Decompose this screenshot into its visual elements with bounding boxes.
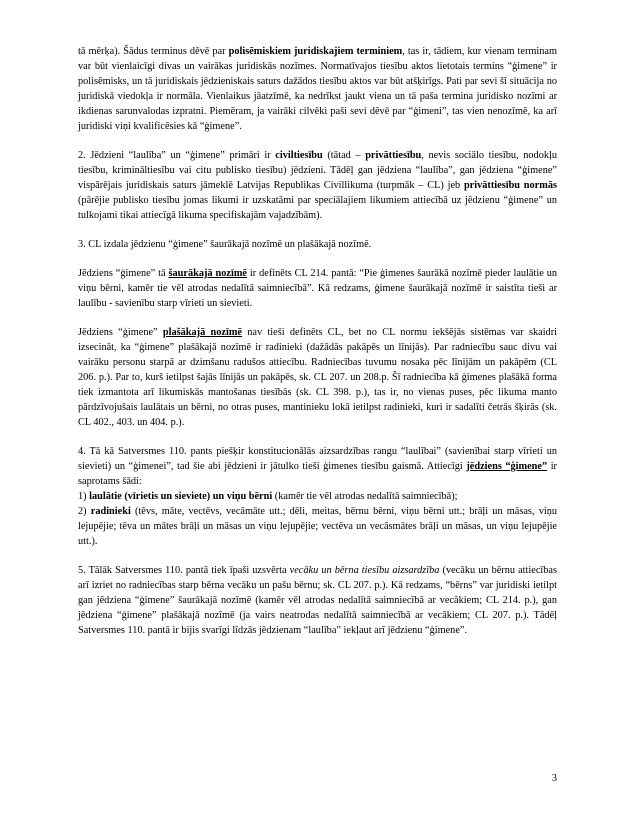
bold-term-polysemic: polisēmiskiem juridiskajiem terminiem — [228, 46, 403, 57]
text-run: Jēdziens “ģimene” tā — [78, 268, 169, 279]
text-run: 2. Jēdzieni “laulība” un “ģimene” primāri ir — [78, 150, 276, 161]
text-run: 5. Tālāk Satversmes 110. pantā tiek īpaši uzsvērta — [78, 565, 290, 576]
text-run: (vecāku un bērnu attiecības arī izriet no radniecības starp bērna vecāku un pašu bērnu; sk. CL 207. p.). Kā redzams, “bērns” var juridiski ietilpt gan jēdziena “ģimene” šaurākajā nozīmē (kamēr vēl atrodas nedalītā saimniecībā ar vecākiem; CL 214. p.), gan jēdziena “ģimene” plašākajā nozīmē (ja vairs neatrodas nedalītā saimniecībā ar vecākiem; CL 207. p.). Tādēļ Satversmes 110. pantā ir bijis svarīgi līdzās jēdzienam “laulība” iekļaut arī jēdzienu “ģimene”. — [78, 565, 557, 636]
text-run: (tēvs, māte, vectēvs, vecāmāte utt.; dēli, meitas, bērnu bērni, viņu bērni utt.; brāļi un māsas, viņu lejupējie; tēva un mātes brāļi un māsas un viņu lejupējie; vectēva un vecāsmātes brāļi un māsas, un viņu lejupējie utt.). — [78, 506, 557, 547]
text-run: , nevis sociālo tiesību, nodokļu tiesību, krimināltiesību vai citu publisko tiesību) jēdzieni. Tādēļ gan jēdziena “laulība”, gan jēdziena “ģimene” vispārējais juridiskais saturs jāmeklē Latvijas Republikas Civillikuma (turpmāk – CL) jeb — [78, 150, 558, 191]
paragraph-narrow-meaning — [78, 266, 557, 311]
paragraph-5-child-rights — [78, 563, 557, 638]
list-number: 2) — [78, 506, 91, 517]
text-run: (pārējie publisko tiesību jomas likumi ir uzskatāmi par speciālajiem likumiem attiecībā uz jēdzienu “ģimene” un tulkojami tikai attiecīgā likuma specifiskajām vajadzībām). — [78, 195, 557, 221]
text-run: (kamēr tie vēl atrodas nedalītā saimniecībā); — [272, 491, 458, 502]
italic-term-child-rights: vecāku un bērna tiesību aizsardzība — [289, 565, 440, 576]
text-run: tā mērķa). Šādus terminus dēvē par — [78, 46, 229, 57]
list-item-spouses: laulātie (vīrietis un sieviete) un viņu bērni — [89, 491, 273, 502]
text-run: ir definēts CL 214. pantā: “Pie ģimenes šaurākā nozīmē pieder laulātie un viņu bērni, kamēr tie vēl atrodas nedalītā saimniecībā”. Kā redzams, ģimene šaurākajā nozīmē ir saistīta tieši ar laulību - savienību starp vīrieti un sievieti. — [78, 268, 557, 309]
bold-term-private-law: privāttiesību — [365, 150, 422, 161]
list-item-relatives: radinieki — [90, 506, 131, 517]
bold-term-broad-meaning: plašākajā nozīmē — [162, 327, 242, 338]
bold-term-narrow-meaning: šaurākajā nozīmē — [168, 268, 247, 279]
text-run: ir saprotams šādi: — [78, 461, 557, 487]
paragraph-broad-meaning — [78, 325, 557, 430]
text-run: 4. Tā kā Satversmes 110. pants piešķir konstitucionālās aizsardzības rangu “laulībai” (savienībai starp vīrieti un sievieti) un “ģimenei”, tad šie abi jēdzieni ir jātulko tieši ģimenes tiesību gaismā. Attiecīgi — [78, 446, 557, 472]
bold-term-civil-law: civiltiesību — [275, 150, 323, 161]
text-run: nav tieši definēts CL, bet no CL normu iekšējās sistēmas var skaidri izsecināt, ka “ģimene” plašākajā nozīmē ir radinieki (dažādās pakāpēs un līnijās). Par radniecību sauc divu vai vairāku personu starpā ar dzimšanu radušos attiecību. Radniecības tuvumu nosaka pēc līnijām un pakāpēm (CL 206. p.). Par to, kurš ietilpst šajās līnijās un pakāpēs, sk. CL 207. un 208.p. Šī radniecība kā ģimenes plašākā forma tiek izmantota arī likumiskās mantošanas tiesībās (sk. CL 398. p.), tas ir, no vienas puses, pēc likuma manto pārdzīvojušais laulātais un bērni, no otras puses, mantinieku lokā ietilpst radinieki, kuri ir sadalīti četrās šķirās (sk. CL 402., 403. un 404. p.). — [78, 327, 557, 428]
page-number: 3 — [551, 773, 557, 784]
text-run: Jēdziens “ģimene” — [78, 327, 163, 338]
bold-term-private-law-norms: privāttiesību normās — [463, 180, 557, 191]
paragraph-3-definitions: 3. CL izdala jēdzienu “ģimene” šaurākajā nozīmē un plašākajā nozīmē. — [78, 239, 372, 250]
bold-term-family-concept: jēdziens “ģimene” — [466, 461, 548, 472]
paragraph-polysemic-terms — [78, 44, 557, 134]
text-run: , tas ir, tādiem, kur vienam terminam var būt vienlaicīgi divas un vairākas juridiskās nozīmes. Normatīvajos tiesību aktos lietotais termins “ģimene” ir polisēmisks, un tā juridiskais jēdzieniskais saturs dažādos tiesību aktos var būt atšķirīgs. Pati par sevi šī situācija no juridiskā viedokļa ir normāla. Vienlaikus jāatzīmē, ka nedrīkst jaukt viena un tā paša termina juridisko nozīmi ar ikdienas sarunvalodas izpratni. Piemēram, ja vairāki cilvēki paši sevi dēvē par “ģimeni”, tas vien nenozīmē, ka arī juridiski viņi kvalificēsies kā “ģimene”. — [78, 46, 558, 132]
list-number: 1) — [78, 491, 90, 502]
paragraph-4-constitution — [78, 444, 557, 549]
text-run: (tātad – — [322, 150, 366, 161]
paragraph-2-civil-law — [78, 148, 557, 223]
